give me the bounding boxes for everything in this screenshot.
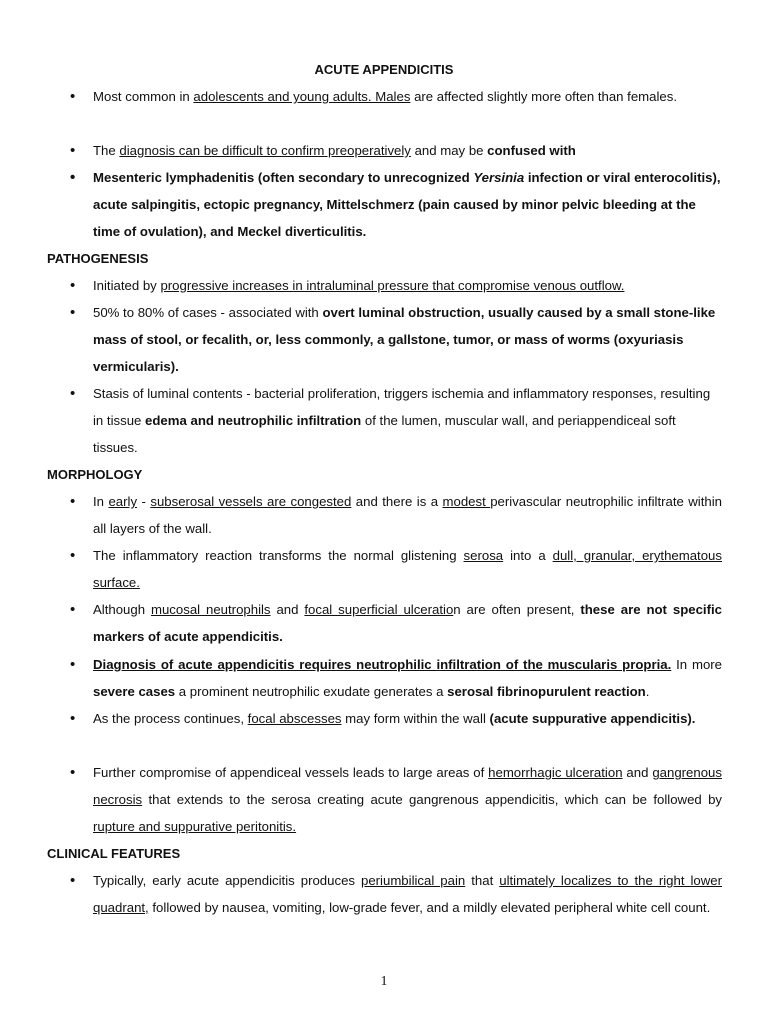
- document-title: ACUTE APPENDICITIS: [314, 62, 454, 77]
- list-item: • Mesenteric lymphadenitis (often secondary to unrecognized Yersinia infection or viral enterocolitis), acute salpingitis, ectopic pregnancy, Mittelschmerz (pain caused by minor pelvic bleeding at the time of ovulation), and Meckel diverticulitis.: [93, 165, 722, 245]
- page-number: 1: [380, 974, 388, 989]
- list-item: • Although mucosal neutrophils and focal superficial ulceration are often present, these are not specific markers of acute appendicitis.: [93, 597, 722, 651]
- list-item: • As the process continues, focal abscesses may form within the wall (acute suppurative appendicitis).: [93, 706, 722, 733]
- list-item: • Stasis of luminal contents - bacterial proliferation, triggers ischemia and inflammatory responses, resulting in tissue edema and neutrophilic infiltration of the lumen, muscular wall, and periappendiceal soft tissues.: [93, 381, 722, 461]
- list-item: • In early - subserosal vessels are congested and there is a modest perivascular neutrophilic infiltrate within all layers of the wall.: [93, 489, 722, 543]
- list-item: • The diagnosis can be difficult to confirm preoperatively and may be confused with: [93, 138, 722, 165]
- list-item: • Typically, early acute appendicitis produces periumbilical pain that ultimately localizes to the right lower quadrant, followed by nausea, vomiting, low-grade fever, and a mildly elevated peripheral white cell count.: [93, 868, 722, 922]
- list-item: • Further compromise of appendiceal vessels leads to large areas of hemorrhagic ulceration and gangrenous necrosis that extends to the serosa creating acute gangrenous appendicitis, which can be followed by rupture and suppurative peritonitis.: [93, 760, 722, 840]
- section-heading-clinical-features: CLINICAL FEATURES: [47, 846, 181, 861]
- section-heading-morphology: MORPHOLOGY: [47, 467, 143, 482]
- list-item: • 50% to 80% of cases - associated with overt luminal obstruction, usually caused by a small stone-like mass of stool, or fecalith, or, less commonly, a gallstone, tumor, or mass of worms (oxyuriasis vermicularis).: [93, 300, 722, 380]
- list-item: • Most common in adolescents and young adults. Males are affected slightly more often than females.: [93, 84, 722, 111]
- list-item: • Initiated by progressive increases in intraluminal pressure that compromise venous outflow.: [93, 273, 722, 300]
- list-item: • The inflammatory reaction transforms the normal glistening serosa into a dull, granular, erythematous surface.: [93, 543, 722, 597]
- list-item: • Diagnosis of acute appendicitis requires neutrophilic infiltration of the muscularis propria. In more severe cases a prominent neutrophilic exudate generates a serosal fibrinopurulent reaction.: [93, 652, 722, 706]
- section-heading-pathogenesis: PATHOGENESIS: [47, 251, 149, 266]
